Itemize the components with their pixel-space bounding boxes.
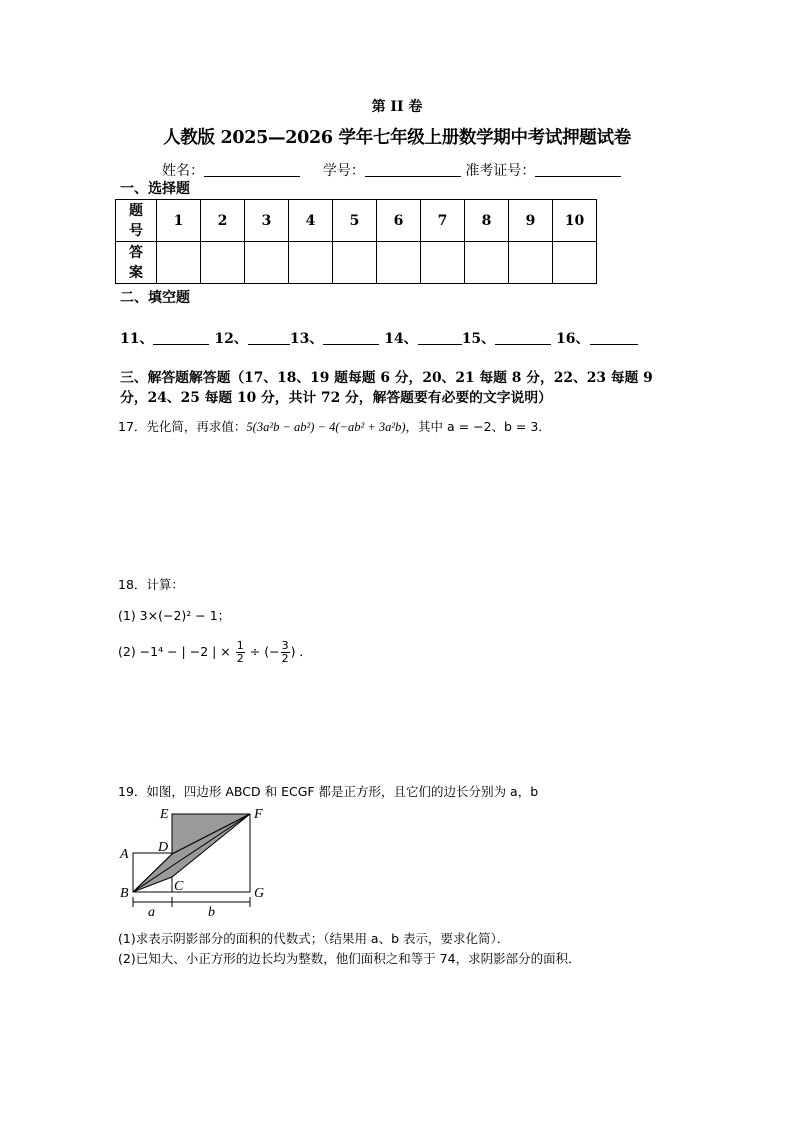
blank-label: 11、 [120,331,154,347]
answer-cell[interactable] [421,242,465,284]
table-cell-number: 10 [553,200,597,242]
fraction-denominator: 2 [236,652,244,665]
table-row-answers [116,242,597,284]
fraction-numerator: 1 [236,639,244,652]
label-C: C [174,879,184,894]
question-19-part1: (1)求表示阴影部分的面积的代数式；（结果用 a、b 表示，要求化简）． [118,931,510,946]
exam-number-field[interactable] [535,162,621,177]
answer-cell[interactable] [509,242,553,284]
label-D: D [158,840,169,855]
section-choice-title: 一、选择题 [120,181,190,197]
answer-cell[interactable] [377,242,421,284]
q17-expression: 5(3a²b − ab²) − 4(−ab² + 3a²b) [246,420,406,434]
name-field[interactable] [204,162,300,177]
blank-field[interactable] [590,330,638,345]
square-figure [112,800,272,920]
question-18-part2 [118,640,312,665]
fraction-three-halves [281,640,290,665]
answer-cell[interactable] [553,242,597,284]
table-cell-number: 6 [377,200,421,242]
question-17 [118,417,551,435]
fraction-numerator: 3 [281,639,289,652]
label-E: E [160,807,169,822]
label-a: a [148,905,155,920]
q17-prefix: 17．先化简，再求值： [118,419,247,434]
table-cell-number: 9 [509,200,553,242]
name-label: 姓名： [162,163,204,179]
blank-label: 12、 [214,331,248,347]
blank-field[interactable] [495,330,551,345]
blank-label: 13、 [289,331,324,347]
label-F: F [254,807,263,822]
label-A: A [120,847,129,862]
table-cell-number: 8 [465,200,509,242]
student-id-label: 学号： [322,163,365,179]
q18-part2-prefix: (2) −1⁴ − | −2 | × [118,644,231,659]
volume-label: 第 II 卷 [371,99,423,115]
blank-label: 14、 [384,331,418,347]
table-cell-number: 2 [201,200,245,242]
table-header-question [116,200,157,242]
blank-label: 16、 [556,331,590,347]
header-answer-text: 答案 [129,244,143,281]
question-18-title: 18．计算： [118,577,184,592]
answer-cell[interactable] [201,242,245,284]
blank-field[interactable] [248,330,290,345]
answer-cell[interactable] [333,242,377,284]
blank-field[interactable] [418,330,462,345]
table-header-answer [116,242,157,284]
student-info-row [162,160,621,180]
label-b: b [208,905,215,920]
page-title: 人教版 2025—2026 学年七年级上册数学期中考试押题试卷 [163,128,631,148]
answer-cell[interactable] [289,242,333,284]
fraction-denominator: 2 [281,652,289,665]
question-19-prompt: 19．如图，四边形 ABCD 和 ECGF 都是正方形，且它们的边长分别为 a，b [118,784,539,799]
fraction-one-half [236,640,245,665]
table-cell-number: 5 [333,200,377,242]
header-question-text: 题号 [129,202,143,239]
table-cell-number: 3 [245,200,289,242]
label-B: B [120,886,129,901]
question-19-part2: (2)已知大、小正方形的边长均为整数，他们面积之和等于 74，求阴影部分的面积． [118,951,581,966]
table-cell-number: 4 [289,200,333,242]
q17-suffix: ，其中 a = −2、b = 3． [405,419,551,434]
section-fill-title: 二、填空题 [120,290,190,306]
student-id-field[interactable] [365,162,461,177]
table-cell-number: 1 [157,200,201,242]
question-18-part1: (1) 3×(−2)² − 1； [118,608,231,623]
q18-part2-mid: ÷ (− [249,644,280,659]
fill-blanks-row [120,328,638,348]
label-G: G [254,886,265,901]
blank-label: 15、 [461,331,496,347]
table-row-question-numbers [116,200,597,242]
answer-cell[interactable] [245,242,289,284]
answer-cell[interactable] [465,242,509,284]
section-solve-title-line2: 分，24、25 每题 10 分，共计 72 分，解答题要有必要的文字说明） [120,390,552,406]
blank-field[interactable] [323,330,379,345]
table-cell-number: 7 [421,200,465,242]
blank-field[interactable] [153,330,209,345]
answer-table [115,199,597,284]
section-solve-title-line1: 三、解答题解答题（17、18、19 题每题 6 分，20、21 每题 8 分，22、23 每题 9 [120,370,653,386]
q18-part2-end: ) ． [290,644,312,659]
exam-number-label: 准考证号： [465,163,536,179]
answer-cell[interactable] [157,242,201,284]
